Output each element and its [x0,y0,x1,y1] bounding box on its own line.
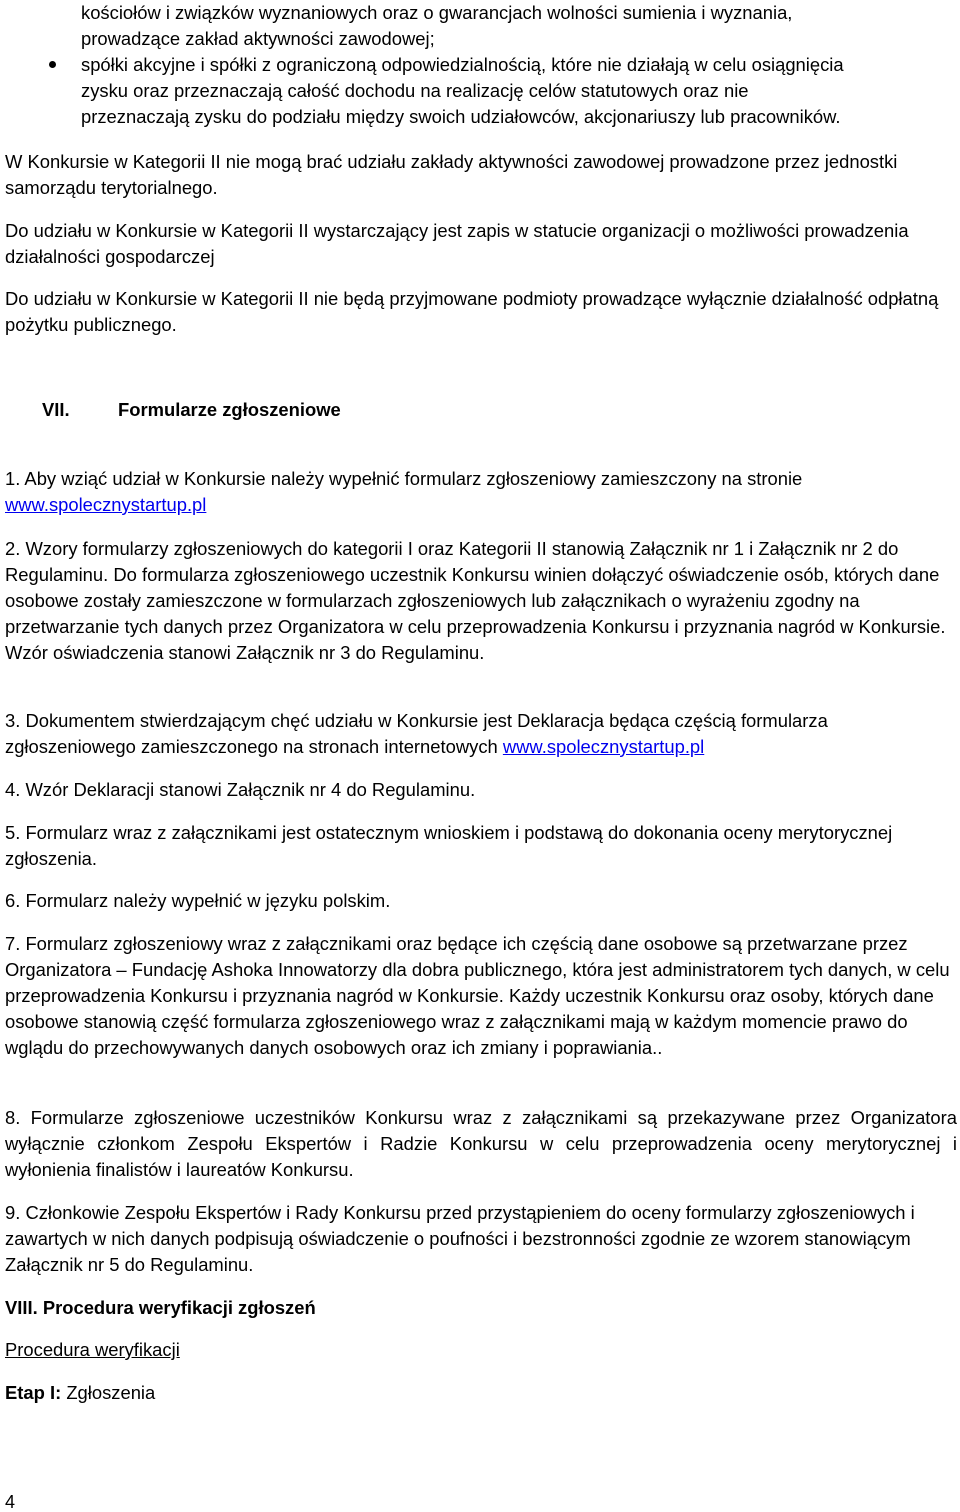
list-item-3 [5,708,957,760]
paragraph-kat2-exclusion: W Konkursie w Kategorii II nie mogą brać udziału zakłady aktywności zawodowej prowadzone przez jednostki samorządu terytorialnego. [5,151,898,198]
bullet-text-line: przeznaczają zysku do podziału między swoich udziałowców, akcjonariuszy lub pracowników. [81,106,841,127]
procedure-subtitle: Procedura weryfikacji [5,1339,180,1360]
list-item-8: 8. Formularze zgłoszeniowe uczestników Konkursu wraz z załącznikami są przekazywane przez Organizatora wyłącznie członkom Zespołu Ekspertów i Radzie Konkursu w celu przeprowadzenia oceny merytorycznej i wyłonienia finalistów i laureatów Konkursu. [5,1107,957,1180]
bullet-text-line: kościołów i związków wyznaniowych oraz o gwarancjach wolności sumienia i wyznania, [81,2,793,23]
bullet-text-line: spółki akcyjne i spółki z ograniczoną odpowiedzialnością, które nie działają w celu osiągnięcia [81,54,844,75]
section-8-title: VIII. Procedura weryfikacji zgłoszeń [5,1297,316,1318]
list-item-9: 9. Członkowie Zespołu Ekspertów i Rady Konkursu przed przystąpieniem do oceny formularzy zgłoszeniowych i zawartych w nich danych podpisują oświadczenie o poufności i bezstronności zgodnie ze wzorem stanowiącym Załącznik nr 5 do Regulaminu. [5,1202,915,1275]
stage-text: Zgłoszenia [61,1382,156,1403]
section-number: VII. [42,399,70,420]
bullet-text-line: zysku oraz przeznaczają całość dochodu na realizację celów statutowych oraz nie [81,80,749,101]
bullet-dot-icon [49,61,56,68]
list-item-1-text: 1. Aby wziąć udział w Konkursie należy wypełnić formularz zgłoszeniowy zamieszczony na stronie [5,468,803,489]
stage-line [5,1380,957,1406]
website-link[interactable]: www.spolecznystartup.pl [5,494,207,515]
paragraph-kat2-statute: Do udziału w Konkursie w Kategorii II wystarczający jest zapis w statucie organizacji o możliwości prowadzenia działalności gospodarczej [5,220,909,267]
page-number: 4 [5,1492,16,1512]
list-item-4: 4. Wzór Deklaracji stanowi Załącznik nr 4 do Regulaminu. [5,779,476,800]
website-link[interactable]: www.spolecznystartup.pl [502,736,705,757]
list-item-7: 7. Formularz zgłoszeniowy wraz z załącznikami oraz będące ich częścią dane osobowe są przetwarzane przez Organizatora – Fundację Ashoka Innowatorzy dla dobra publicznego, która jest administratorem tych danych, w celu przeprowadzenia Konkursu i przyznania nagród w Konkursie. Każdy uczestnik Konkursu oraz osoby, których dane osobowe stanowią część formularza zgłoszeniowego wraz z załącznikami mają w każdym momencie prawo do wglądu do przechowywanych danych osobowych oraz ich zmiany i poprawiania.. [5,933,950,1058]
list-item-3-text: 3. Dokumentem stwierdzającym chęć udziału w Konkursie jest Deklaracja będąca częścią formularza zgłoszeniowego zamieszczonego na stronach internetowych [5,710,828,757]
list-item-1 [5,466,957,518]
stage-label: Etap I: [5,1382,62,1403]
bullet-text-line: prowadzące zakład aktywności zawodowej; [81,28,435,49]
list-item-2: 2. Wzory formularzy zgłoszeniowych do kategorii I oraz Kategorii II stanowią Załącznik nr 1 i Załącznik nr 2 do Regulaminu. Do formularza zgłoszeniowego uczestnik Konkursu winien dołączyć oświadczenie osób, których dane osobowe zostały zamieszczone w formularzach zgłoszeniowych lub załącznikach o wyrażeniu zgodny na przetwarzanie tych danych przez Organizatora w celu przeprowadzenia Konkursu i przyznania nagród w Konkursie. Wzór oświadczenia stanowi Załącznik nr 3 do Regulaminu. [5,538,946,663]
paragraph-kat2-excluded-entities: Do udziału w Konkursie w Kategorii II nie będą przyjmowane podmioty prowadzące wyłącznie działalność odpłatną pożytku publicznego. [5,288,939,335]
section-title: Formularze zgłoszeniowe [118,399,341,420]
list-item-5: 5. Formularz wraz z załącznikami jest ostatecznym wnioskiem i podstawą do dokonania oceny merytorycznej zgłoszenia. [5,822,893,869]
list-item-6: 6. Formularz należy wypełnić w języku polskim. [5,890,391,911]
